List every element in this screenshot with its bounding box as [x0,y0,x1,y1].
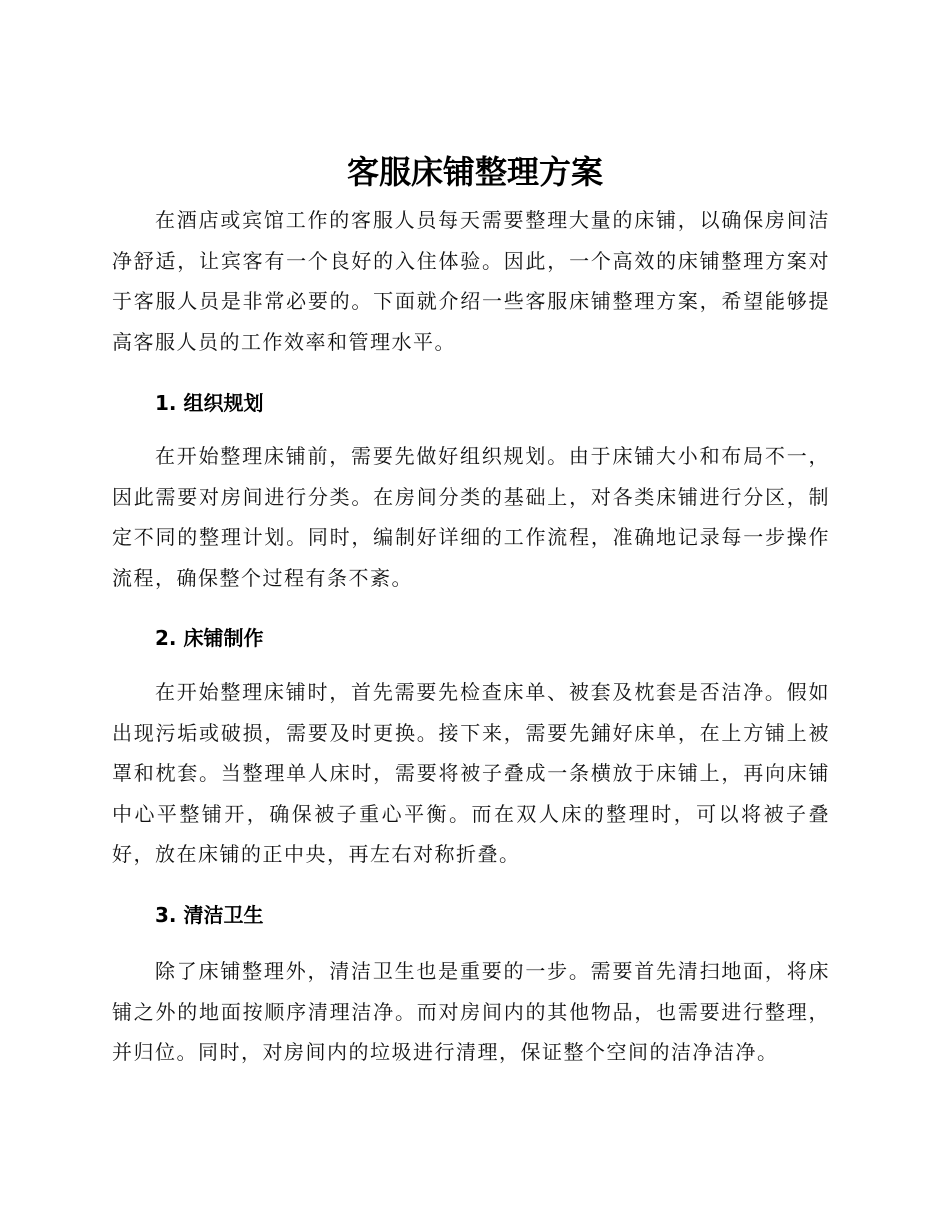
section-body-organization: 在开始整理床铺前，需要先做好组织规划。由于床铺大小和布局不一，因此需要对房间进行分类。在房间分类的基础上，对各类床铺进行分区，制定不同的整理计划。同时，编制好详细的工作流程，准确地记录每一步操作流程，确保整个过程有条不紊。 [112,444,830,590]
section-body-cleaning: 除了床铺整理外，清洁卫生也是重要的一步。需要首先清扫地面，将床铺之外的地面按顺序清理洁净。而对房间内的其他物品，也需要进行整理，并归位。同时，对房间内的垃圾进行清理，保证整个空间的洁净洁净。 [112,959,830,1064]
section-heading-cleaning: 3. 清洁卫生 [155,903,264,927]
section-heading-organization: 1. 组织规划 [155,391,264,415]
document-title: 客服床铺整理方案 [346,153,603,191]
intro-paragraph: 在酒店或宾馆工作的客服人员每天需要整理大量的床铺，以确保房间洁净舒适，让宾客有一个良好的入住体验。因此，一个高效的床铺整理方案对于客服人员是非常必要的。下面就介绍一些客服床铺整理方案，希望能够提高客服人员的工作效率和管理水平。 [112,208,830,354]
section-heading-bed-making: 2. 床铺制作 [155,626,264,650]
section-body-bed-making: 在开始整理床铺时，首先需要先检查床单、被套及枕套是否洁净。假如出现污垢或破损，需要及时更换。接下来，需要先鋪好床单，在上方铺上被罩和枕套。当整理单人床时，需要将被子叠成一条横放于床铺上，再向床铺中心平整铺开，确保被子重心平衡。而在双人床的整理时，可以将被子叠好，放在床铺的正中央，再左右对称折叠。 [112,680,830,866]
